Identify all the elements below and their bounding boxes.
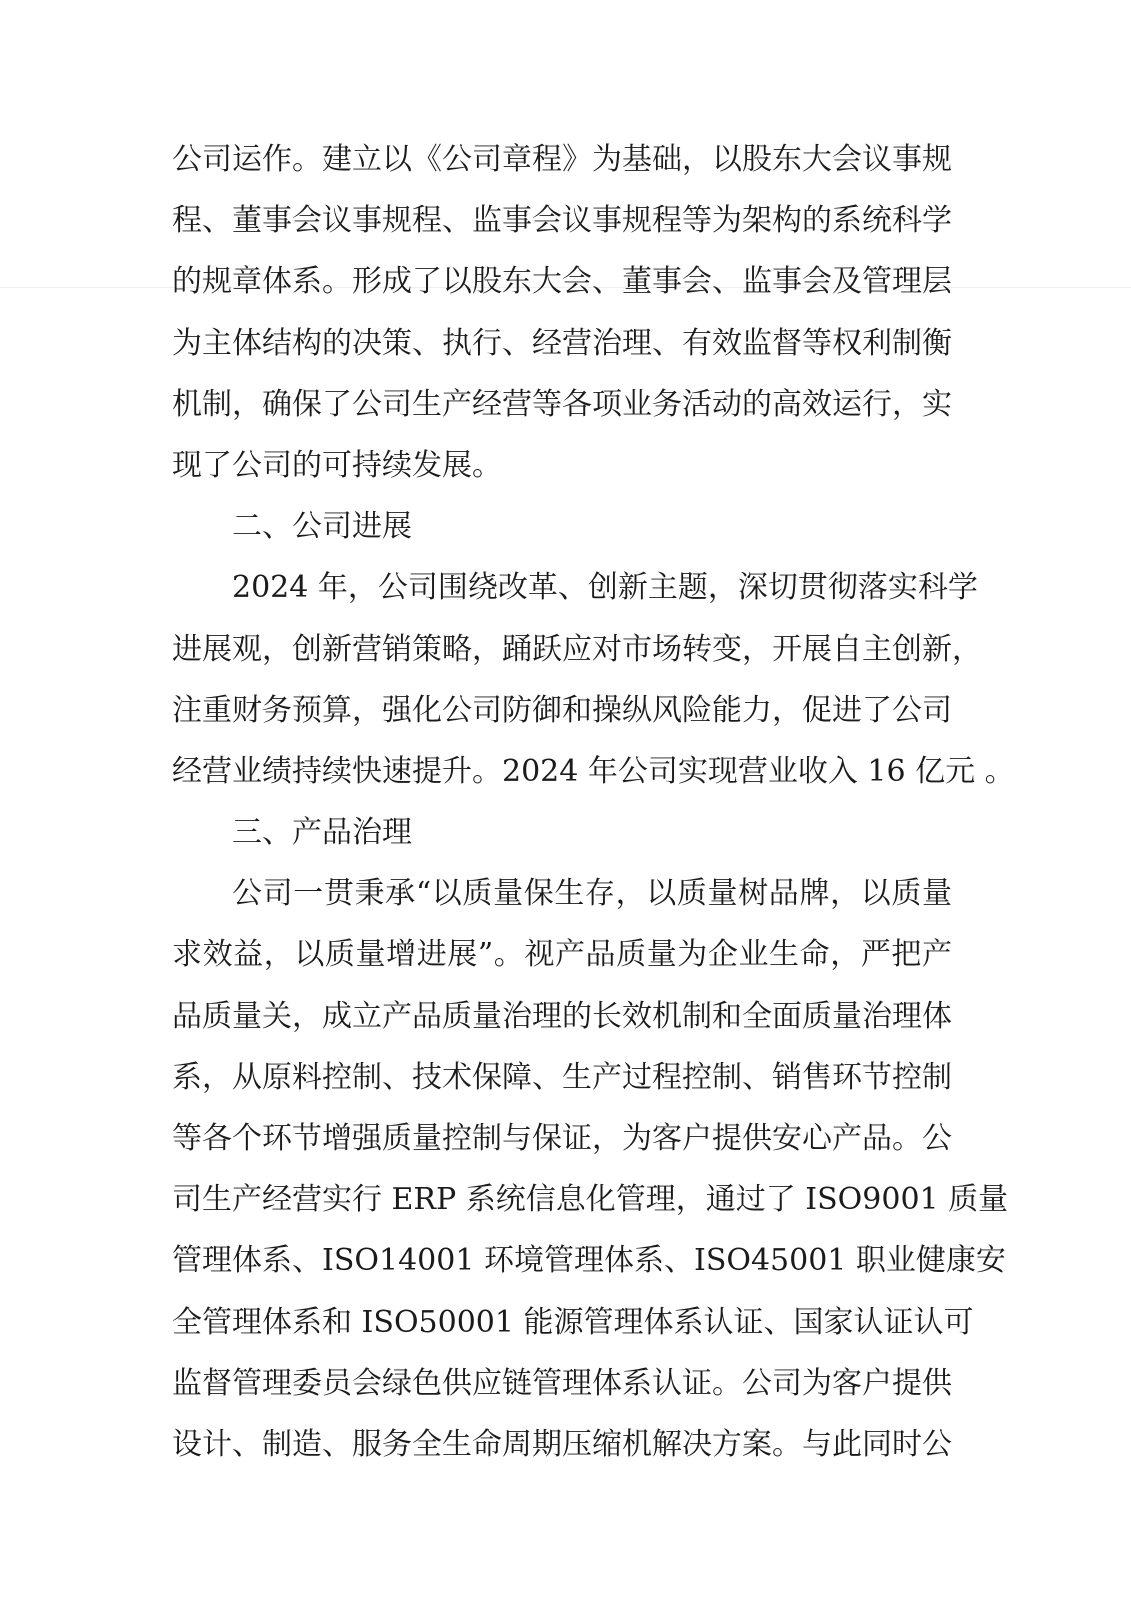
text-line: 注重财务预算，强化公司防御和操纵风险能力，促进了公司	[172, 692, 952, 728]
text-line: 公司运作。建立以《公司章程》为基础，以股东大会议事规	[172, 142, 952, 177]
text-line: 等各个环节增强质量控制与保证，为客户提供安心产品。公	[172, 1121, 952, 1156]
text-line: 求效益，以质量增进展”。视产品质量为企业生命，严把产	[172, 937, 952, 973]
document-body	[172, 129, 1015, 1475]
text-line: 程、董事会议事规程、监事会议事规程等为架构的系统科学	[172, 203, 952, 239]
text-line: 现了公司的可持续发展。	[172, 447, 502, 483]
text-line: 品质量关，成立产品质量治理的长效机制和全面质量治理体	[172, 998, 952, 1034]
text-line: 机制，确保了公司生产经营等各项业务活动的高效运行，实	[172, 386, 952, 422]
text-line: 公司一贯秉承“以质量保生存，以质量树品牌，以质量	[232, 876, 952, 912]
text-line: 管理体系、ISO14001 环境管理体系、ISO45001 职业健康安	[172, 1243, 1006, 1279]
text-line: 为主体结构的决策、执行、经营治理、有效监督等权利制衡	[172, 325, 952, 361]
text-line: 监督管理委员会绿色供应链管理体系认证。公司为客户提供	[172, 1365, 952, 1401]
section-heading-progress: 二、公司进展	[232, 509, 412, 545]
intro-paragraph	[172, 129, 952, 496]
text-line: 进展观，创新营销策略，踊跃应对市场转变，开展自主创新，	[172, 631, 982, 667]
text-line: 2024 年，公司围绕改革、创新主题，深切贯彻落实科学	[232, 570, 978, 606]
product-paragraph	[172, 863, 1009, 1475]
text-line: 经营业绩持续快速提升。2024 年公司实现营业收入 16 亿元 。	[172, 753, 1015, 789]
text-line: 设计、制造、服务全生命周期压缩机解决方案。与此同时公	[172, 1426, 952, 1462]
section-heading-product: 三、产品治理	[232, 815, 412, 851]
text-line: 系，从原料控制、技术保障、生产过程控制、销售环节控制	[172, 1059, 952, 1095]
text-line: 的规章体系。形成了以股东大会、董事会、监事会及管理层	[172, 264, 952, 300]
text-line: 司生产经营实行 ERP 系统信息化管理，通过了 ISO9001 质量	[172, 1182, 1009, 1218]
text-line: 全管理体系和 ISO50001 能源管理体系认证、国家认证认可	[172, 1304, 974, 1340]
progress-paragraph	[172, 557, 1015, 802]
